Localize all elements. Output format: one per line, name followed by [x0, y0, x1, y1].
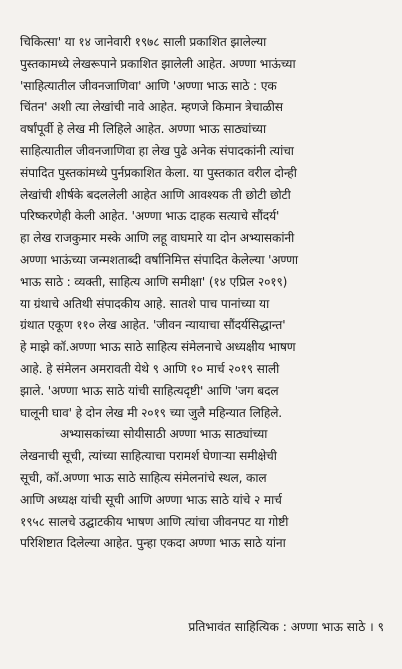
text-line: लेखनाची सूची, त्यांच्या साहित्याचा परामर्श घेणाऱ्या समीक्षेची [20, 449, 277, 464]
text-line: घालूनी घाव' हे दोन लेख मी २०१९ च्या जुलै महिन्यात लिहिले. [20, 405, 283, 420]
text-line: झाले. 'अण्णा भाऊ साठे यांची साहित्यदृष्टी' आणि 'जग बदल [20, 383, 279, 398]
text-line: सूची, कॉ.अण्णा भाऊ साठे साहित्य संमेलनांचे स्थल, काल [20, 470, 267, 485]
text-line: साहित्यातील जीवनजाणिवा हा लेख पुढे अनेक संपादकांनी त्यांचा [20, 143, 294, 158]
text-line: 'साहित्यातील जीवनजाणिवा' आणि 'अण्णा भाऊ साठे : एक [20, 78, 277, 93]
text-line: हा लेख राजकुमार मस्के आणि लहू वाघमारे या दोन अभ्यासकांनी [20, 231, 295, 246]
text-line: संपादित पुस्तकांमध्ये पुर्नप्रकाशित केला. या पुस्तकात वरील दोन्ही [20, 165, 297, 180]
page-body-text [20, 32, 390, 555]
text-line: ग्रंथात एकूण ११० लेख आहेत. 'जीवन न्यायाचा सौंदर्यसिद्धान्त' [20, 318, 286, 333]
text-line: हे माझे कॉ.अण्णा भाऊ साठे साहित्य संमेलनाचे अध्यक्षीय भाषण [20, 340, 296, 355]
text-line: या ग्रंथाचे अतिथी संपादकीय आहे. सातशे पाच पानांच्या या [20, 296, 270, 311]
text-line: पुस्तकामध्ये लेखरूपाने प्रकाशित झालेली आहेत. अण्णा भाऊंच्या [20, 56, 296, 71]
paragraph-first-line: अभ्यासकांच्या सोयीसाठी अण्णा भाऊ साठ्यांच्या [60, 427, 268, 442]
text-line: लेखांची शीर्षके बदललेली आहेत आणि आवश्यक ती छोटी छोटी [20, 187, 291, 202]
text-line: आणि अध्यक्ष यांची सूची आणि अण्णा भाऊ साठे यांचे २ मार्च [20, 492, 282, 507]
text-line: अण्णा भाऊंच्या जन्मशताब्दी वर्षानिमित्त संपादित केलेल्या 'अण्णा [20, 252, 298, 267]
text-line: चिंतन' अशी त्या लेखांची नावे आहेत. म्हणजे किमान त्रेचाळीस [20, 100, 283, 115]
text-line: परिशिष्टात दिलेल्या आहेत. पुन्हा एकदा अण्णा भाऊ साठे यांना [20, 536, 286, 551]
text-line: परिष्करणेही केली आहेत. 'अण्णा भाऊ दाहक सत्याचे सौंदर्य' [20, 209, 280, 224]
text-line: चिकित्सा' या १४ जानेवारी १९७८ साली प्रकाशित झालेल्या [20, 35, 267, 49]
text-line: भाऊ साठे : व्यक्ती, साहित्य आणि समीक्षा' (१४ एप्रिल २०१९) [20, 274, 288, 289]
text-line: वर्षांपूर्वी हे लेख मी लिहिले आहेत. अण्णा भाऊ साठ्यांच्या [20, 122, 266, 137]
page-footer-running-title: प्रतिभावंत साहित्यिक : अण्णा भाऊ साठे । ९ [188, 620, 384, 634]
text-line: १९५८ सालचे उद्घाटकीय भाषण आणि त्यांचा जीवनपट या गोष्टी [20, 514, 289, 529]
text-line: आहे. हे संमेलन अमरावती येथे ९ आणि १० मार्च २०१९ साली [20, 361, 280, 376]
